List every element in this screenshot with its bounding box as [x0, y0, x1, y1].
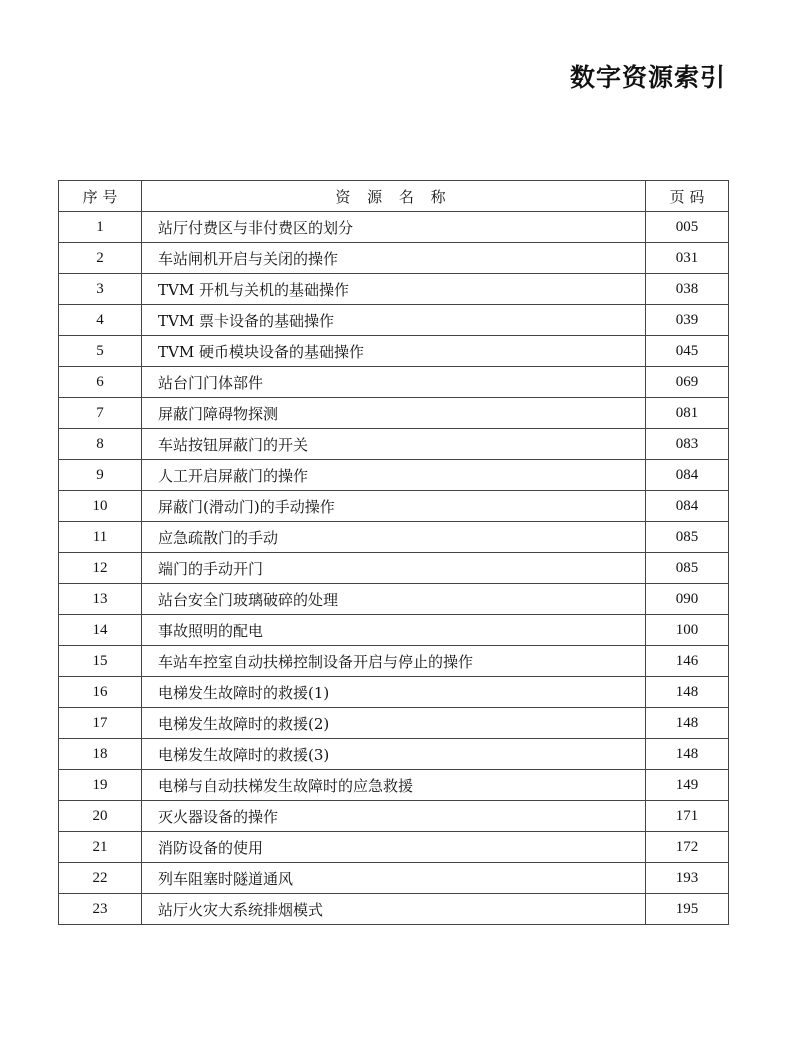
header-name-label: 资 源 名 称: [335, 187, 452, 206]
row-number: 3: [59, 274, 142, 305]
resource-name: 屏蔽门(滑动门)的手动操作: [142, 491, 646, 522]
resource-name: 人工开启屏蔽门的操作: [142, 460, 646, 491]
resource-name: 站台门门体部件: [142, 367, 646, 398]
resource-name: 站厅火灾大系统排烟模式: [142, 894, 646, 925]
row-number: 18: [59, 739, 142, 770]
table-row: [59, 863, 729, 894]
table-row: [59, 429, 729, 460]
resource-name: 端门的手动开门: [142, 553, 646, 584]
row-number: 9: [59, 460, 142, 491]
page-number: 195: [646, 894, 729, 925]
resource-name: 电梯发生故障时的救援(1): [142, 677, 646, 708]
resource-name: TVM 票卡设备的基础操作: [142, 305, 646, 336]
row-number: 19: [59, 770, 142, 801]
row-number: 7: [59, 398, 142, 429]
table-header-row: [59, 181, 729, 212]
row-number: 16: [59, 677, 142, 708]
table-row: [59, 801, 729, 832]
page-title: 数字资源索引: [569, 63, 726, 92]
row-number: 21: [59, 832, 142, 863]
resource-name: 列车阻塞时隧道通风: [142, 863, 646, 894]
resource-name: TVM 硬币模块设备的基础操作: [142, 336, 646, 367]
page-number: 069: [646, 367, 729, 398]
page-number: 081: [646, 398, 729, 429]
resource-name: 屏蔽门障碍物探测: [142, 398, 646, 429]
page-number: 148: [646, 708, 729, 739]
table-row: [59, 367, 729, 398]
row-number: 15: [59, 646, 142, 677]
row-number: 12: [59, 553, 142, 584]
table-row: [59, 522, 729, 553]
row-number: 4: [59, 305, 142, 336]
header-num: 序 号: [59, 181, 142, 212]
page-number: 148: [646, 677, 729, 708]
table-row: [59, 491, 729, 522]
page-number: 149: [646, 770, 729, 801]
resource-name: 车站车控室自动扶梯控制设备开启与停止的操作: [142, 646, 646, 677]
page-number: 085: [646, 522, 729, 553]
table-row: [59, 677, 729, 708]
resource-name: 应急疏散门的手动: [142, 522, 646, 553]
table-row: [59, 212, 729, 243]
header-name: [142, 181, 646, 212]
resource-name: 电梯与自动扶梯发生故障时的应急救援: [142, 770, 646, 801]
table-row: [59, 460, 729, 491]
page-number: 045: [646, 336, 729, 367]
table-row: [59, 553, 729, 584]
page-number: 085: [646, 553, 729, 584]
page-number: 039: [646, 305, 729, 336]
row-number: 14: [59, 615, 142, 646]
table-row: [59, 708, 729, 739]
resource-name: 灭火器设备的操作: [142, 801, 646, 832]
page-number: 005: [646, 212, 729, 243]
resource-name: 电梯发生故障时的救援(3): [142, 739, 646, 770]
row-number: 20: [59, 801, 142, 832]
header-page: 页 码: [646, 181, 729, 212]
table-row: [59, 336, 729, 367]
row-number: 22: [59, 863, 142, 894]
page-number: 031: [646, 243, 729, 274]
page-number: 084: [646, 460, 729, 491]
page-number: 193: [646, 863, 729, 894]
resource-name: 车站闸机开启与关闭的操作: [142, 243, 646, 274]
page-number: 090: [646, 584, 729, 615]
page-number: 146: [646, 646, 729, 677]
table-row: [59, 584, 729, 615]
table-body: [59, 212, 729, 925]
row-number: 13: [59, 584, 142, 615]
table-row: [59, 398, 729, 429]
table-row: [59, 274, 729, 305]
row-number: 5: [59, 336, 142, 367]
resource-name: 站台安全门玻璃破碎的处理: [142, 584, 646, 615]
page-number: 172: [646, 832, 729, 863]
table-row: [59, 243, 729, 274]
row-number: 10: [59, 491, 142, 522]
row-number: 8: [59, 429, 142, 460]
table-row: [59, 646, 729, 677]
page-number: 100: [646, 615, 729, 646]
row-number: 2: [59, 243, 142, 274]
table-row: [59, 770, 729, 801]
row-number: 17: [59, 708, 142, 739]
table-row: [59, 739, 729, 770]
resource-index-table: [58, 180, 729, 925]
table-row: [59, 305, 729, 336]
row-number: 11: [59, 522, 142, 553]
row-number: 1: [59, 212, 142, 243]
resource-name: 站厅付费区与非付费区的划分: [142, 212, 646, 243]
page-number: 148: [646, 739, 729, 770]
table-row: [59, 894, 729, 925]
table-row: [59, 832, 729, 863]
resource-name: 车站按钮屏蔽门的开关: [142, 429, 646, 460]
page-number: 083: [646, 429, 729, 460]
resource-name: 消防设备的使用: [142, 832, 646, 863]
row-number: 6: [59, 367, 142, 398]
resource-name: 电梯发生故障时的救援(2): [142, 708, 646, 739]
page-number: 084: [646, 491, 729, 522]
page-number: 171: [646, 801, 729, 832]
row-number: 23: [59, 894, 142, 925]
table-row: [59, 615, 729, 646]
page-number: 038: [646, 274, 729, 305]
resource-name: TVM 开机与关机的基础操作: [142, 274, 646, 305]
resource-name: 事故照明的配电: [142, 615, 646, 646]
